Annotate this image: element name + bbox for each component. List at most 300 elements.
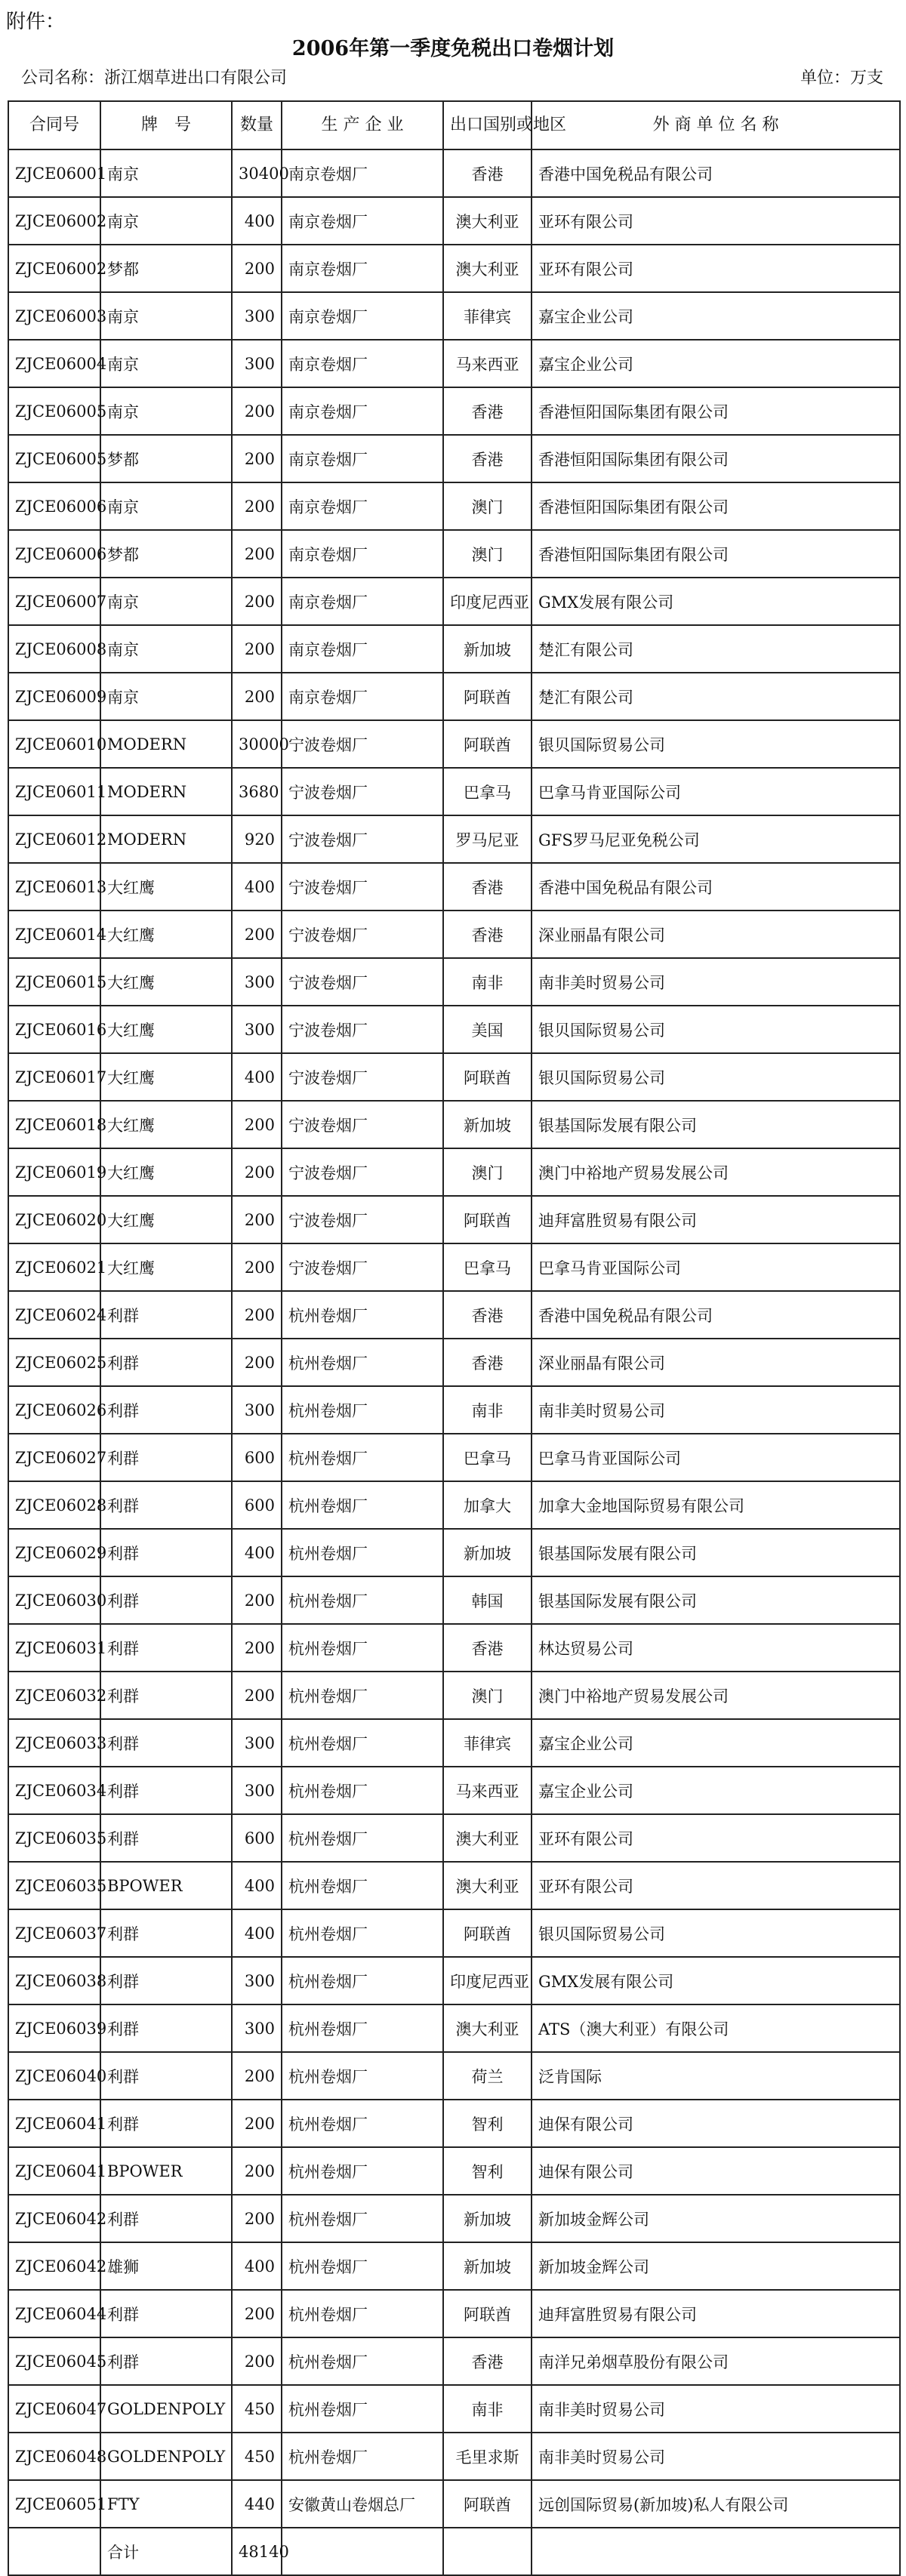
table-row <box>8 2052 900 2100</box>
cell-contract: ZJCE06012 <box>8 815 100 863</box>
cell-brand: 南京 <box>100 149 232 197</box>
table-row <box>8 2480 900 2528</box>
cell-country: 印度尼西亚 <box>443 578 532 625</box>
unit-label: 单位：万支 <box>800 69 883 88</box>
cell-country: 阿联酋 <box>443 673 532 720</box>
cell-contract: ZJCE06011 <box>8 768 100 815</box>
cell-quantity: 400 <box>232 1053 282 1101</box>
table-row <box>8 197 900 245</box>
table-header <box>8 101 900 149</box>
table-row <box>8 2385 900 2433</box>
cell-factory: 南京卷烟厂 <box>282 482 443 530</box>
total-row <box>8 2528 900 2575</box>
total-quantity: 48140 <box>232 2528 282 2575</box>
cell-factory: 杭州卷烟厂 <box>282 1529 443 1576</box>
cell-country: 澳门 <box>443 1148 532 1196</box>
cell-factory: 南京卷烟厂 <box>282 625 443 673</box>
cell-country: 阿联酋 <box>443 1196 532 1243</box>
cell-quantity: 440 <box>232 2480 282 2528</box>
cell-country: 澳门 <box>443 482 532 530</box>
cell-country: 香港 <box>443 1291 532 1339</box>
cell-dealer: 楚汇有限公司 <box>532 673 900 720</box>
cell-brand: 南京 <box>100 625 232 673</box>
cell-brand: BPOWER <box>100 1862 232 1909</box>
cell-dealer: 嘉宝企业公司 <box>532 340 900 387</box>
cell-quantity: 300 <box>232 1767 282 1814</box>
cell-contract: ZJCE06026 <box>8 1386 100 1434</box>
cell-factory: 宁波卷烟厂 <box>282 720 443 768</box>
cell-contract: ZJCE06029 <box>8 1529 100 1576</box>
table-row <box>8 1148 900 1196</box>
cell-quantity: 200 <box>232 911 282 958</box>
cell-quantity: 400 <box>232 863 282 911</box>
cell-country: 南非 <box>443 958 532 1006</box>
cell-factory: 杭州卷烟厂 <box>282 1434 443 1481</box>
cell-country: 香港 <box>443 387 532 435</box>
cell-brand: 利群 <box>100 2337 232 2385</box>
table-row <box>8 625 900 673</box>
cell-contract: ZJCE06042 <box>8 2195 100 2242</box>
cell-quantity: 200 <box>232 2052 282 2100</box>
cell-brand: 利群 <box>100 2004 232 2052</box>
table-row <box>8 292 900 340</box>
table-row <box>8 1576 900 1624</box>
cell-dealer: 银基国际发展有限公司 <box>532 1576 900 1624</box>
cell-dealer: 香港中国免税品有限公司 <box>532 863 900 911</box>
cell-quantity: 200 <box>232 530 282 578</box>
cell-dealer: 香港恒阳国际集团有限公司 <box>532 435 900 482</box>
cell-contract: ZJCE06048 <box>8 2433 100 2480</box>
cell-factory: 宁波卷烟厂 <box>282 1196 443 1243</box>
cell-factory: 安徽黄山卷烟总厂 <box>282 2480 443 2528</box>
cell-factory: 南京卷烟厂 <box>282 245 443 292</box>
cell-brand: MODERN <box>100 815 232 863</box>
cell-contract: ZJCE06025 <box>8 1339 100 1386</box>
header-contract: 合同号 <box>8 101 100 149</box>
cell-quantity: 200 <box>232 2337 282 2385</box>
cell-factory: 南京卷烟厂 <box>282 292 443 340</box>
cell-country: 澳门 <box>443 1672 532 1719</box>
cell-dealer: 南洋兄弟烟草股份有限公司 <box>532 2337 900 2385</box>
cell-quantity: 200 <box>232 1339 282 1386</box>
cell-country: 香港 <box>443 911 532 958</box>
cell-factory: 南京卷烟厂 <box>282 149 443 197</box>
cell-country: 智利 <box>443 2100 532 2147</box>
table-row <box>8 435 900 482</box>
cell-factory: 宁波卷烟厂 <box>282 1101 443 1148</box>
cell-factory: 杭州卷烟厂 <box>282 1386 443 1434</box>
cell-factory: 宁波卷烟厂 <box>282 768 443 815</box>
cell-brand: 利群 <box>100 1957 232 2004</box>
cell-dealer: 银基国际发展有限公司 <box>532 1101 900 1148</box>
cell-dealer: 加拿大金地国际贸易有限公司 <box>532 1481 900 1529</box>
cell-factory: 杭州卷烟厂 <box>282 1957 443 2004</box>
cell-brand: 利群 <box>100 1291 232 1339</box>
cell-contract: ZJCE06042 <box>8 2242 100 2290</box>
cell-contract: ZJCE06006 <box>8 530 100 578</box>
cell-brand: 大红鹰 <box>100 863 232 911</box>
cell-dealer: ATS（澳大利亚）有限公司 <box>532 2004 900 2052</box>
cell-quantity: 200 <box>232 1101 282 1148</box>
cell-quantity: 300 <box>232 2004 282 2052</box>
table-row <box>8 768 900 815</box>
cell-dealer: 银贝国际贸易公司 <box>532 1053 900 1101</box>
cell-brand: 南京 <box>100 292 232 340</box>
cell-brand: 大红鹰 <box>100 1006 232 1053</box>
cell-factory: 南京卷烟厂 <box>282 387 443 435</box>
cell-factory: 杭州卷烟厂 <box>282 2195 443 2242</box>
cell-dealer: 新加坡金辉公司 <box>532 2242 900 2290</box>
cell-factory: 杭州卷烟厂 <box>282 1862 443 1909</box>
cell-quantity: 400 <box>232 1909 282 1957</box>
table-row <box>8 815 900 863</box>
cell-brand: 大红鹰 <box>100 1148 232 1196</box>
table-row <box>8 1006 900 1053</box>
cell-country: 加拿大 <box>443 1481 532 1529</box>
table-row <box>8 387 900 435</box>
cell-country: 新加坡 <box>443 1101 532 1148</box>
cell-dealer: 香港恒阳国际集团有限公司 <box>532 387 900 435</box>
cell-country: 马来西亚 <box>443 1767 532 1814</box>
cell-factory: 杭州卷烟厂 <box>282 1909 443 1957</box>
cell-quantity: 200 <box>232 1148 282 1196</box>
cell-contract: ZJCE06051 <box>8 2480 100 2528</box>
cell-dealer: 澳门中裕地产贸易发展公司 <box>532 1672 900 1719</box>
cell-contract: ZJCE06013 <box>8 863 100 911</box>
cell-dealer: 南非美时贸易公司 <box>532 1386 900 1434</box>
cell-dealer: 巴拿马肯亚国际公司 <box>532 768 900 815</box>
table-row <box>8 2337 900 2385</box>
cell-contract: ZJCE06027 <box>8 1434 100 1481</box>
cell-contract: ZJCE06037 <box>8 1909 100 1957</box>
cell-quantity: 400 <box>232 197 282 245</box>
cell-dealer: 澳门中裕地产贸易发展公司 <box>532 1148 900 1196</box>
cell-contract: ZJCE06019 <box>8 1148 100 1196</box>
cell-contract: ZJCE06003 <box>8 292 100 340</box>
table-row <box>8 1291 900 1339</box>
cell-contract: ZJCE06016 <box>8 1006 100 1053</box>
cell-dealer: 巴拿马肯亚国际公司 <box>532 1243 900 1291</box>
cell-dealer: 新加坡金辉公司 <box>532 2195 900 2242</box>
cell-brand: 利群 <box>100 1576 232 1624</box>
cell-country: 香港 <box>443 1339 532 1386</box>
cell-contract: ZJCE06024 <box>8 1291 100 1339</box>
cell-dealer: 亚环有限公司 <box>532 1862 900 1909</box>
cell-brand: MODERN <box>100 768 232 815</box>
table-row <box>8 1243 900 1291</box>
cell-quantity: 920 <box>232 815 282 863</box>
cell-factory: 宁波卷烟厂 <box>282 1006 443 1053</box>
cell-brand: MODERN <box>100 720 232 768</box>
cell-brand: 利群 <box>100 2100 232 2147</box>
table-row <box>8 720 900 768</box>
cell-contract: ZJCE06007 <box>8 578 100 625</box>
cell-country: 新加坡 <box>443 1529 532 1576</box>
cell-dealer: 亚环有限公司 <box>532 245 900 292</box>
cell-brand: 利群 <box>100 1767 232 1814</box>
cell-brand: 南京 <box>100 482 232 530</box>
cell-dealer: 迪保有限公司 <box>532 2147 900 2195</box>
cell-quantity: 600 <box>232 1434 282 1481</box>
cell-quantity: 200 <box>232 2100 282 2147</box>
cell-contract: ZJCE06035 <box>8 1862 100 1909</box>
cell-quantity: 300 <box>232 292 282 340</box>
cell-contract: ZJCE06030 <box>8 1576 100 1624</box>
cell-contract: ZJCE06018 <box>8 1101 100 1148</box>
cell-contract: ZJCE06038 <box>8 1957 100 2004</box>
cell-quantity: 200 <box>232 625 282 673</box>
cell-brand: 梦都 <box>100 245 232 292</box>
cell-contract: ZJCE06005 <box>8 387 100 435</box>
cell-contract: ZJCE06041 <box>8 2100 100 2147</box>
cell-factory: 杭州卷烟厂 <box>282 2004 443 2052</box>
cell-country: 澳大利亚 <box>443 197 532 245</box>
cell-factory: 杭州卷烟厂 <box>282 2337 443 2385</box>
cell-factory: 南京卷烟厂 <box>282 435 443 482</box>
cell-quantity: 200 <box>232 673 282 720</box>
cell-quantity: 400 <box>232 1862 282 1909</box>
table-row <box>8 482 900 530</box>
cell-contract: ZJCE06032 <box>8 1672 100 1719</box>
cell-brand: 利群 <box>100 2195 232 2242</box>
cell-brand: 梦都 <box>100 435 232 482</box>
cell-contract: ZJCE06006 <box>8 482 100 530</box>
table-row <box>8 1909 900 1957</box>
cell-quantity: 300 <box>232 340 282 387</box>
cell-quantity: 200 <box>232 1576 282 1624</box>
cell-contract: ZJCE06010 <box>8 720 100 768</box>
table-row <box>8 1386 900 1434</box>
cell-country: 澳大利亚 <box>443 2004 532 2052</box>
cell-contract: ZJCE06034 <box>8 1767 100 1814</box>
total-empty-cell <box>443 2528 532 2575</box>
cell-factory: 南京卷烟厂 <box>282 530 443 578</box>
table-row <box>8 2242 900 2290</box>
table-row <box>8 2433 900 2480</box>
table-row <box>8 2290 900 2337</box>
cell-contract: ZJCE06045 <box>8 2337 100 2385</box>
table-row <box>8 958 900 1006</box>
table-row <box>8 340 900 387</box>
page-title: 2006年第一季度免税出口卷烟计划 <box>291 37 615 60</box>
cell-quantity: 200 <box>232 435 282 482</box>
cell-country: 澳大利亚 <box>443 1814 532 1862</box>
table-row <box>8 673 900 720</box>
cell-contract: ZJCE06005 <box>8 435 100 482</box>
cell-country: 印度尼西亚 <box>443 1957 532 2004</box>
cell-dealer: 泛肯国际 <box>532 2052 900 2100</box>
cell-contract: ZJCE06028 <box>8 1481 100 1529</box>
cell-quantity: 200 <box>232 2195 282 2242</box>
company-name: 公司名称：浙江烟草进出口有限公司 <box>21 69 288 88</box>
cell-factory: 杭州卷烟厂 <box>282 1719 443 1767</box>
table-row <box>8 1624 900 1672</box>
cell-quantity: 450 <box>232 2433 282 2480</box>
cell-quantity: 200 <box>232 1243 282 1291</box>
cell-country: 南非 <box>443 1386 532 1434</box>
table-row <box>8 2195 900 2242</box>
table-row <box>8 1957 900 2004</box>
cell-brand: 利群 <box>100 1339 232 1386</box>
cell-dealer: 林达贸易公司 <box>532 1624 900 1672</box>
cell-country: 巴拿马 <box>443 768 532 815</box>
cell-factory: 杭州卷烟厂 <box>282 2052 443 2100</box>
cell-contract: ZJCE06041 <box>8 2147 100 2195</box>
table-row <box>8 1339 900 1386</box>
cell-factory: 南京卷烟厂 <box>282 578 443 625</box>
cell-quantity: 200 <box>232 1672 282 1719</box>
cell-country: 毛里求斯 <box>443 2433 532 2480</box>
cell-brand: GOLDENPOLY <box>100 2433 232 2480</box>
cell-country: 巴拿马 <box>443 1434 532 1481</box>
cell-contract: ZJCE06002 <box>8 245 100 292</box>
cell-brand: 南京 <box>100 578 232 625</box>
table-row <box>8 1672 900 1719</box>
cell-country: 菲律宾 <box>443 292 532 340</box>
cell-dealer: 楚汇有限公司 <box>532 625 900 673</box>
cell-contract: ZJCE06002 <box>8 197 100 245</box>
cell-brand: FTY <box>100 2480 232 2528</box>
cell-brand: 利群 <box>100 2052 232 2100</box>
cell-factory: 宁波卷烟厂 <box>282 1148 443 1196</box>
table-row <box>8 530 900 578</box>
cell-factory: 南京卷烟厂 <box>282 340 443 387</box>
cell-dealer: 嘉宝企业公司 <box>532 292 900 340</box>
cell-contract: ZJCE06009 <box>8 673 100 720</box>
table-row <box>8 149 900 197</box>
cell-brand: 大红鹰 <box>100 1101 232 1148</box>
cell-quantity: 200 <box>232 482 282 530</box>
table-row <box>8 1767 900 1814</box>
cell-quantity: 3680 <box>232 768 282 815</box>
total-label: 合计 <box>100 2528 232 2575</box>
cell-quantity: 200 <box>232 245 282 292</box>
cell-country: 美国 <box>443 1006 532 1053</box>
cell-quantity: 200 <box>232 387 282 435</box>
cell-dealer: 香港恒阳国际集团有限公司 <box>532 482 900 530</box>
cell-country: 香港 <box>443 1624 532 1672</box>
cell-contract: ZJCE06017 <box>8 1053 100 1101</box>
cell-dealer: 迪保有限公司 <box>532 2100 900 2147</box>
cell-brand: 大红鹰 <box>100 1243 232 1291</box>
cell-contract: ZJCE06035 <box>8 1814 100 1862</box>
cell-quantity: 200 <box>232 1291 282 1339</box>
header-brand: 牌 号 <box>100 101 232 149</box>
cell-quantity: 200 <box>232 2290 282 2337</box>
cell-country: 香港 <box>443 863 532 911</box>
cell-dealer: 亚环有限公司 <box>532 197 900 245</box>
cell-factory: 杭州卷烟厂 <box>282 2290 443 2337</box>
cell-factory: 杭州卷烟厂 <box>282 2242 443 2290</box>
cell-country: 荷兰 <box>443 2052 532 2100</box>
export-plan-table <box>8 100 901 2576</box>
table-row <box>8 911 900 958</box>
cell-dealer: GMX发展有限公司 <box>532 1957 900 2004</box>
table-row <box>8 1862 900 1909</box>
cell-country: 智利 <box>443 2147 532 2195</box>
header-quantity: 数量 <box>232 101 282 149</box>
cell-contract: ZJCE06021 <box>8 1243 100 1291</box>
cell-quantity: 400 <box>232 2242 282 2290</box>
cell-brand: 利群 <box>100 1719 232 1767</box>
cell-dealer: GFS罗马尼亚免税公司 <box>532 815 900 863</box>
cell-factory: 宁波卷烟厂 <box>282 958 443 1006</box>
cell-contract: ZJCE06033 <box>8 1719 100 1767</box>
cell-country: 澳大利亚 <box>443 245 532 292</box>
table-row <box>8 2004 900 2052</box>
cell-country: 阿联酋 <box>443 1053 532 1101</box>
cell-contract: ZJCE06047 <box>8 2385 100 2433</box>
table-body <box>8 149 900 2575</box>
cell-factory: 宁波卷烟厂 <box>282 815 443 863</box>
cell-quantity: 300 <box>232 1957 282 2004</box>
cell-factory: 宁波卷烟厂 <box>282 863 443 911</box>
cell-factory: 杭州卷烟厂 <box>282 1624 443 1672</box>
cell-quantity: 400 <box>232 1529 282 1576</box>
cell-brand: 利群 <box>100 1434 232 1481</box>
header-country: 出口国别或地区 <box>443 101 532 149</box>
cell-dealer: 南非美时贸易公司 <box>532 958 900 1006</box>
cell-brand: 南京 <box>100 387 232 435</box>
cell-dealer: 南非美时贸易公司 <box>532 2433 900 2480</box>
cell-country: 新加坡 <box>443 2195 532 2242</box>
cell-contract: ZJCE06014 <box>8 911 100 958</box>
cell-brand: 大红鹰 <box>100 1196 232 1243</box>
cell-brand: 利群 <box>100 1672 232 1719</box>
cell-dealer: 香港恒阳国际集团有限公司 <box>532 530 900 578</box>
cell-contract: ZJCE06031 <box>8 1624 100 1672</box>
cell-factory: 南京卷烟厂 <box>282 673 443 720</box>
cell-brand: 南京 <box>100 340 232 387</box>
cell-brand: 大红鹰 <box>100 958 232 1006</box>
cell-contract: ZJCE06020 <box>8 1196 100 1243</box>
cell-brand: 利群 <box>100 2290 232 2337</box>
cell-country: 阿联酋 <box>443 720 532 768</box>
cell-dealer: 深业丽晶有限公司 <box>532 1339 900 1386</box>
cell-dealer: 香港中国免税品有限公司 <box>532 149 900 197</box>
header-factory: 生 产 企 业 <box>282 101 443 149</box>
cell-contract: ZJCE06008 <box>8 625 100 673</box>
cell-dealer: GMX发展有限公司 <box>532 578 900 625</box>
cell-dealer: 银基国际发展有限公司 <box>532 1529 900 1576</box>
cell-contract: ZJCE06004 <box>8 340 100 387</box>
table-row <box>8 1053 900 1101</box>
cell-brand: 南京 <box>100 197 232 245</box>
cell-quantity: 30000 <box>232 720 282 768</box>
cell-factory: 杭州卷烟厂 <box>282 2385 443 2433</box>
cell-dealer: 嘉宝企业公司 <box>532 1767 900 1814</box>
cell-factory: 宁波卷烟厂 <box>282 1243 443 1291</box>
cell-dealer: 南非美时贸易公司 <box>532 2385 900 2433</box>
cell-country: 新加坡 <box>443 2242 532 2290</box>
cell-brand: 利群 <box>100 1529 232 1576</box>
table-row <box>8 2100 900 2147</box>
cell-factory: 宁波卷烟厂 <box>282 911 443 958</box>
cell-country: 香港 <box>443 2337 532 2385</box>
cell-dealer: 迪拜富胜贸易有限公司 <box>532 1196 900 1243</box>
cell-country: 香港 <box>443 435 532 482</box>
cell-brand: 大红鹰 <box>100 1053 232 1101</box>
cell-contract: ZJCE06044 <box>8 2290 100 2337</box>
cell-factory: 杭州卷烟厂 <box>282 2147 443 2195</box>
cell-factory: 杭州卷烟厂 <box>282 1576 443 1624</box>
cell-dealer: 迪拜富胜贸易有限公司 <box>532 2290 900 2337</box>
cell-quantity: 200 <box>232 578 282 625</box>
cell-country: 新加坡 <box>443 625 532 673</box>
cell-contract: ZJCE06039 <box>8 2004 100 2052</box>
cell-quantity: 200 <box>232 1624 282 1672</box>
table-row <box>8 1814 900 1862</box>
